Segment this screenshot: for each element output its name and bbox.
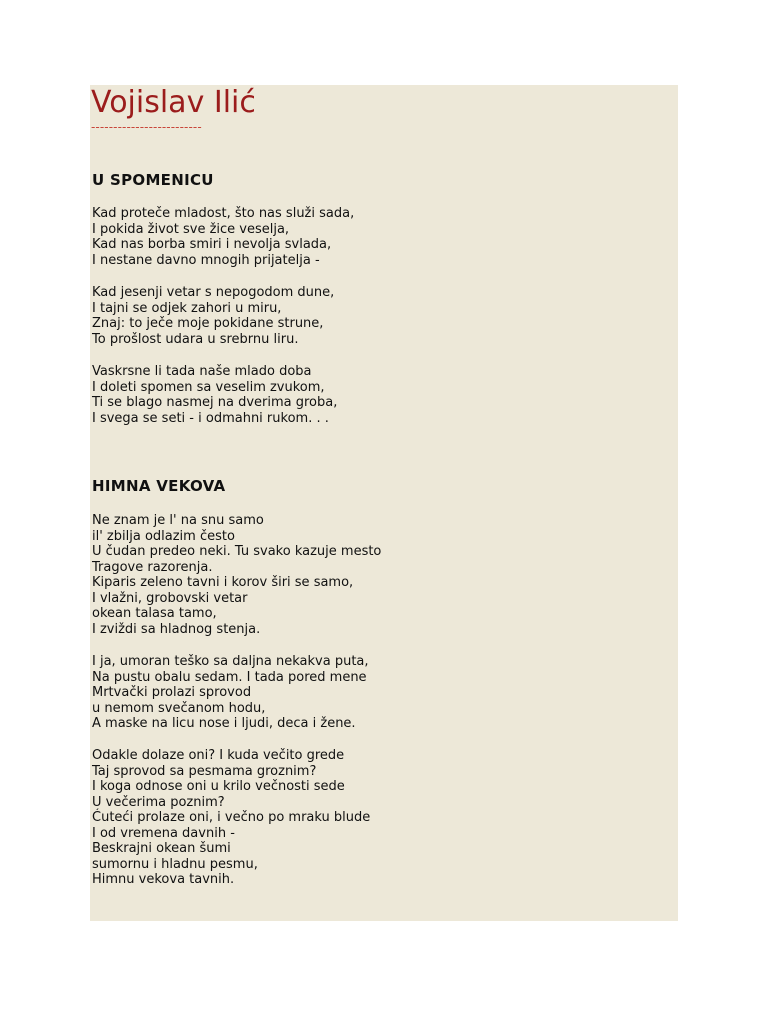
poem-line: Mrtvački prolazi sprovod <box>92 685 252 700</box>
poem-line: Taj sprovod sa pesmama groznim? <box>92 763 317 779</box>
poem-line: U večerima poznim? <box>92 794 225 810</box>
stanza <box>92 206 354 268</box>
poem-line: Kad proteče mladost, što nas služi sada, <box>92 206 355 221</box>
poem-line: Kad jesenji vetar s nepogodom dune, <box>92 285 335 300</box>
poem-line: I od vremena davnih - <box>92 825 235 841</box>
poem-line: I ja, umoran teško sa daljna nekakva puta, <box>92 654 369 669</box>
poem-line: Ne znam je l' na snu samo <box>92 513 264 528</box>
author-title: Vojislav Ilić <box>91 85 256 120</box>
poem-line: okean talasa tamo, <box>92 606 217 621</box>
poem-title-himna-vekova: HIMNA VEKOVA <box>92 477 226 495</box>
stanza <box>92 285 334 347</box>
poem-line: il' zbilja odlazim često <box>92 528 235 544</box>
poem-line: Na pustu obalu sedam. I tada pored mene <box>92 669 367 685</box>
poem-line: Kad nas borba smiri i nevolja svlada, <box>92 237 332 252</box>
poem-line: I pokida život sve žice veselja, <box>92 221 290 237</box>
poem-line: Vaskrsne li tada naše mlado doba <box>92 364 312 379</box>
poem-line: Ti se blago nasmej na dverima groba, <box>92 395 338 410</box>
poem-line: I svega se seti - i odmahni rukom. . . <box>92 410 329 426</box>
poem-line: I koga odnose oni u krilo večnosti sede <box>92 779 345 794</box>
poem-line: Beskrajni okean šumi <box>92 841 231 856</box>
poem-line: To prošlost udara u srebrnu liru. <box>92 331 299 347</box>
stanza <box>92 654 369 732</box>
poem-line: I tajni se odjek zahori u miru, <box>92 300 282 316</box>
poem-line: U čudan predeo neki. Tu svako kazuje mesto <box>92 544 382 559</box>
poem-line: I nestane davno mnogih prijatelja - <box>92 252 320 268</box>
stanza <box>92 364 337 426</box>
poem-line: Kiparis zeleno tavni i korov širi se samo, <box>92 575 354 590</box>
poem-line: Himnu vekova tavnih. <box>92 872 235 887</box>
poem-line: u nemom svečanom hodu, <box>92 700 266 716</box>
title-dashed-rule: ------------------------- <box>91 120 202 134</box>
poem-line: I vlažni, grobovski vetar <box>92 590 248 606</box>
poem-line: Odakle dolaze oni? I kuda večito grede <box>92 748 345 763</box>
poem-line: Znaj: to ječe moje pokidane strune, <box>92 316 324 331</box>
stanza <box>92 513 381 637</box>
poem-line: I zviždi sa hladnog stenja. <box>92 621 261 637</box>
poem-line: A maske na licu nose i ljudi, deca i žene. <box>92 716 356 731</box>
poem-line: Tragove razorenja. <box>92 559 213 575</box>
poem-title-u-spomenicu: U SPOMENICU <box>92 171 214 189</box>
poem-line: I doleti spomen sa veselim zvukom, <box>92 379 325 395</box>
poem-line: sumornu i hladnu pesmu, <box>92 856 258 872</box>
poem-line: Ćuteći prolaze oni, i večno po mraku blude <box>92 810 371 825</box>
stanza <box>92 748 370 888</box>
